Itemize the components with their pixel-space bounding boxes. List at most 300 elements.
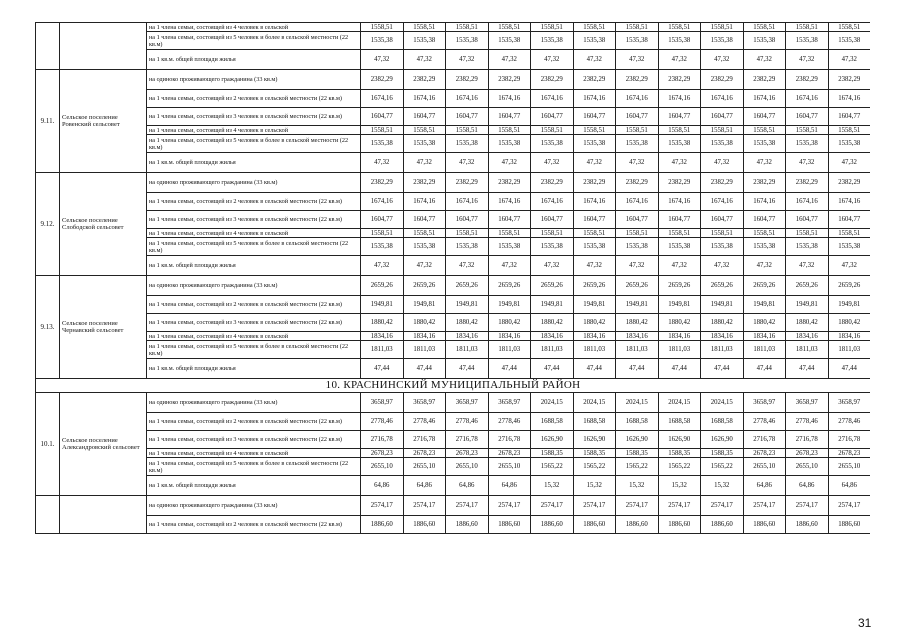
value-cell: 1880,42 xyxy=(403,314,446,332)
row-description: на 1 члена семьи, состоящей из 4 человек в сельской xyxy=(147,229,361,238)
value-cell: 1604,77 xyxy=(488,108,531,126)
value-cell: 64,86 xyxy=(361,476,404,496)
value-cell: 1558,51 xyxy=(786,23,829,32)
table-row xyxy=(36,431,871,449)
value-cell: 2382,29 xyxy=(573,173,616,193)
value-cell: 47,44 xyxy=(488,359,531,379)
value-cell: 2024,15 xyxy=(658,393,701,413)
value-cell: 1811,03 xyxy=(658,341,701,359)
value-cell: 1588,35 xyxy=(531,449,574,458)
value-cell: 1886,60 xyxy=(573,516,616,534)
value-cell: 1811,03 xyxy=(701,341,744,359)
value-cell: 1558,51 xyxy=(531,23,574,32)
table-row xyxy=(36,153,871,173)
value-cell: 1558,51 xyxy=(658,229,701,238)
table-row xyxy=(36,238,871,256)
value-cell: 1626,90 xyxy=(701,431,744,449)
value-cell: 2659,26 xyxy=(828,276,870,296)
value-cell: 47,32 xyxy=(658,50,701,70)
value-cell: 1949,81 xyxy=(446,296,489,314)
value-cell: 1558,51 xyxy=(786,229,829,238)
value-cell: 47,32 xyxy=(531,256,574,276)
value-cell: 47,32 xyxy=(573,153,616,173)
value-cell: 1834,16 xyxy=(446,332,489,341)
value-cell: 1535,38 xyxy=(488,238,531,256)
table-row xyxy=(36,229,871,238)
value-cell: 1604,77 xyxy=(531,108,574,126)
value-cell: 1558,51 xyxy=(403,23,446,32)
value-cell: 1811,03 xyxy=(743,341,786,359)
value-cell: 2024,15 xyxy=(573,393,616,413)
value-cell: 47,32 xyxy=(403,256,446,276)
value-cell: 1674,16 xyxy=(616,193,659,211)
value-cell: 1674,16 xyxy=(743,90,786,108)
value-cell: 1811,03 xyxy=(446,341,489,359)
value-cell: 1886,60 xyxy=(658,516,701,534)
value-cell: 1834,16 xyxy=(488,332,531,341)
row-description: на 1 кв.м. общей площади жилья xyxy=(147,256,361,276)
settlement-name xyxy=(60,23,147,70)
value-cell: 1626,90 xyxy=(658,431,701,449)
row-description: на одиноко проживающего гражданина (33 кв.м) xyxy=(147,393,361,413)
value-cell: 1588,35 xyxy=(701,449,744,458)
tariff-table xyxy=(35,22,870,534)
value-cell: 2574,17 xyxy=(743,496,786,516)
value-cell: 1880,42 xyxy=(701,314,744,332)
row-index: 9.12. xyxy=(36,173,60,276)
value-cell: 1535,38 xyxy=(403,238,446,256)
value-cell: 1688,58 xyxy=(573,413,616,431)
table-row xyxy=(36,296,871,314)
value-cell: 1558,51 xyxy=(573,126,616,135)
value-cell: 1811,03 xyxy=(361,341,404,359)
value-cell: 47,44 xyxy=(701,359,744,379)
value-cell: 2382,29 xyxy=(616,70,659,90)
settlement-name: Сельское поселение Александровский сельсовет xyxy=(60,393,147,496)
settlement-name xyxy=(60,496,147,534)
value-cell: 1811,03 xyxy=(616,341,659,359)
value-cell: 1886,60 xyxy=(361,516,404,534)
value-cell: 2382,29 xyxy=(786,173,829,193)
value-cell: 1535,38 xyxy=(701,238,744,256)
row-index: 9.11. xyxy=(36,70,60,173)
value-cell: 2778,46 xyxy=(743,413,786,431)
value-cell: 1880,42 xyxy=(531,314,574,332)
value-cell: 1558,51 xyxy=(403,229,446,238)
value-cell: 15,32 xyxy=(701,476,744,496)
value-cell: 47,32 xyxy=(616,50,659,70)
value-cell: 1688,58 xyxy=(658,413,701,431)
value-cell: 2574,17 xyxy=(403,496,446,516)
value-cell: 2574,17 xyxy=(701,496,744,516)
value-cell: 2382,29 xyxy=(403,173,446,193)
value-cell: 47,32 xyxy=(446,50,489,70)
value-cell: 2659,26 xyxy=(743,276,786,296)
value-cell: 47,32 xyxy=(701,256,744,276)
row-description: на 1 члена семьи, состоящей из 2 человек в сельской местности (22 кв.м) xyxy=(147,516,361,534)
value-cell: 64,86 xyxy=(446,476,489,496)
settlement-name: Сельское поселение Чернавский сельсовет xyxy=(60,276,147,379)
value-cell: 2382,29 xyxy=(531,70,574,90)
value-cell: 47,32 xyxy=(743,50,786,70)
value-cell: 1604,77 xyxy=(828,211,870,229)
row-description: на 1 члена семьи, состоящей из 2 человек в сельской местности (22 кв.м) xyxy=(147,90,361,108)
value-cell: 47,32 xyxy=(488,50,531,70)
row-description: на одиноко проживающего гражданина (33 кв.м) xyxy=(147,276,361,296)
row-description: на 1 кв.м. общей площади жилья xyxy=(147,476,361,496)
value-cell: 1535,38 xyxy=(616,32,659,50)
value-cell: 1565,22 xyxy=(658,458,701,476)
value-cell: 47,32 xyxy=(658,153,701,173)
value-cell: 1558,51 xyxy=(573,23,616,32)
value-cell: 1626,90 xyxy=(616,431,659,449)
value-cell: 1558,51 xyxy=(786,126,829,135)
value-cell: 1604,77 xyxy=(616,211,659,229)
value-cell: 1674,16 xyxy=(531,193,574,211)
value-cell: 2678,23 xyxy=(488,449,531,458)
value-cell: 2382,29 xyxy=(743,70,786,90)
value-cell: 2655,10 xyxy=(786,458,829,476)
table-row xyxy=(36,332,871,341)
value-cell: 2778,46 xyxy=(786,413,829,431)
value-cell: 1674,16 xyxy=(743,193,786,211)
value-cell: 1604,77 xyxy=(701,211,744,229)
value-cell: 1674,16 xyxy=(488,193,531,211)
row-description: на 1 члена семьи, состоящей из 2 человек в сельской местности (22 кв.м) xyxy=(147,296,361,314)
value-cell: 1880,42 xyxy=(488,314,531,332)
section-header: 10. КРАСНИНСКИЙ МУНИЦИПАЛЬНЫЙ РАЙОН xyxy=(36,379,871,393)
value-cell: 64,86 xyxy=(403,476,446,496)
value-cell: 2778,46 xyxy=(488,413,531,431)
value-cell: 1535,38 xyxy=(786,238,829,256)
value-cell: 1558,51 xyxy=(743,126,786,135)
value-cell: 1674,16 xyxy=(403,90,446,108)
value-cell: 1949,81 xyxy=(658,296,701,314)
value-cell: 1811,03 xyxy=(828,341,870,359)
value-cell: 2382,29 xyxy=(403,70,446,90)
value-cell: 1674,16 xyxy=(573,90,616,108)
row-description: на 1 члена семьи, состоящей из 3 человек в сельской местности (22 кв.м) xyxy=(147,314,361,332)
value-cell: 1834,16 xyxy=(786,332,829,341)
value-cell: 1565,22 xyxy=(531,458,574,476)
value-cell: 2659,26 xyxy=(531,276,574,296)
value-cell: 47,32 xyxy=(361,153,404,173)
value-cell: 1558,51 xyxy=(488,23,531,32)
value-cell: 2382,29 xyxy=(488,173,531,193)
value-cell: 2574,17 xyxy=(531,496,574,516)
table-row xyxy=(36,393,871,413)
value-cell: 1558,51 xyxy=(616,229,659,238)
value-cell: 1565,22 xyxy=(616,458,659,476)
row-description: на 1 кв.м. общей площади жилья xyxy=(147,153,361,173)
row-description: на 1 члена семьи, состоящей из 3 человек в сельской местности (22 кв.м) xyxy=(147,211,361,229)
value-cell: 47,44 xyxy=(531,359,574,379)
value-cell: 2778,46 xyxy=(446,413,489,431)
value-cell: 1604,77 xyxy=(616,108,659,126)
value-cell: 1558,51 xyxy=(446,126,489,135)
value-cell: 1834,16 xyxy=(616,332,659,341)
value-cell: 47,44 xyxy=(573,359,616,379)
value-cell: 1604,77 xyxy=(743,108,786,126)
value-cell: 1674,16 xyxy=(828,193,870,211)
value-cell: 2716,78 xyxy=(361,431,404,449)
value-cell: 47,32 xyxy=(403,153,446,173)
value-cell: 1886,60 xyxy=(828,516,870,534)
value-cell: 2655,10 xyxy=(403,458,446,476)
value-cell: 2678,23 xyxy=(786,449,829,458)
value-cell: 1604,77 xyxy=(403,108,446,126)
value-cell: 2382,29 xyxy=(743,173,786,193)
value-cell: 1674,16 xyxy=(446,90,489,108)
value-cell: 2574,17 xyxy=(828,496,870,516)
value-cell: 2778,46 xyxy=(828,413,870,431)
value-cell: 1811,03 xyxy=(786,341,829,359)
value-cell: 1886,60 xyxy=(743,516,786,534)
value-cell: 47,32 xyxy=(488,153,531,173)
value-cell: 1535,38 xyxy=(488,32,531,50)
value-cell: 1535,38 xyxy=(446,135,489,153)
value-cell: 2655,10 xyxy=(828,458,870,476)
value-cell: 1626,90 xyxy=(573,431,616,449)
value-cell: 1604,77 xyxy=(403,211,446,229)
table-row xyxy=(36,449,871,458)
table-row xyxy=(36,90,871,108)
table-row xyxy=(36,359,871,379)
value-cell: 1535,38 xyxy=(531,135,574,153)
value-cell: 1558,51 xyxy=(488,126,531,135)
value-cell: 1604,77 xyxy=(701,108,744,126)
value-cell: 1535,38 xyxy=(658,238,701,256)
value-cell: 47,32 xyxy=(616,153,659,173)
value-cell: 1604,77 xyxy=(361,108,404,126)
value-cell: 1604,77 xyxy=(446,211,489,229)
table-row xyxy=(36,458,871,476)
value-cell: 1604,77 xyxy=(786,211,829,229)
value-cell: 1834,16 xyxy=(573,332,616,341)
value-cell: 47,32 xyxy=(828,50,870,70)
value-cell: 2382,29 xyxy=(828,173,870,193)
value-cell: 1834,16 xyxy=(743,332,786,341)
row-description: на 1 члена семьи, состоящей из 4 человек в сельской xyxy=(147,332,361,341)
value-cell: 2716,78 xyxy=(488,431,531,449)
table-body xyxy=(36,23,871,534)
value-cell: 1558,51 xyxy=(658,126,701,135)
value-cell: 47,44 xyxy=(743,359,786,379)
value-cell: 1535,38 xyxy=(573,135,616,153)
value-cell: 2659,26 xyxy=(786,276,829,296)
value-cell: 1558,51 xyxy=(701,229,744,238)
value-cell: 1604,77 xyxy=(828,108,870,126)
value-cell: 1674,16 xyxy=(531,90,574,108)
value-cell: 1834,16 xyxy=(531,332,574,341)
value-cell: 1535,38 xyxy=(658,32,701,50)
value-cell: 2382,29 xyxy=(361,70,404,90)
value-cell: 2659,26 xyxy=(361,276,404,296)
value-cell: 2382,29 xyxy=(573,70,616,90)
value-cell: 1949,81 xyxy=(701,296,744,314)
value-cell: 1558,51 xyxy=(573,229,616,238)
settlement-name: Сельское поселение Ровенский сельсовет xyxy=(60,70,147,173)
value-cell: 1949,81 xyxy=(828,296,870,314)
value-cell: 47,32 xyxy=(531,153,574,173)
value-cell: 1535,38 xyxy=(743,135,786,153)
value-cell: 1588,35 xyxy=(616,449,659,458)
value-cell: 1558,51 xyxy=(828,126,870,135)
row-description: на 1 члена семьи, состоящей из 4 человек в сельской xyxy=(147,23,361,32)
value-cell: 1834,16 xyxy=(403,332,446,341)
table-row xyxy=(36,413,871,431)
value-cell: 1949,81 xyxy=(573,296,616,314)
value-cell: 1674,16 xyxy=(786,90,829,108)
row-description: на 1 члена семьи, состоящей из 4 человек в сельской xyxy=(147,126,361,135)
row-description: на 1 члена семьи, состоящей из 2 человек в сельской местности (22 кв.м) xyxy=(147,193,361,211)
value-cell: 1949,81 xyxy=(786,296,829,314)
value-cell: 1558,51 xyxy=(701,23,744,32)
value-cell: 1558,51 xyxy=(743,23,786,32)
value-cell: 1949,81 xyxy=(488,296,531,314)
value-cell: 2659,26 xyxy=(701,276,744,296)
value-cell: 1558,51 xyxy=(616,23,659,32)
value-cell: 1886,60 xyxy=(488,516,531,534)
table-row xyxy=(36,23,871,32)
value-cell: 1535,38 xyxy=(573,238,616,256)
value-cell: 2574,17 xyxy=(786,496,829,516)
value-cell: 47,32 xyxy=(361,256,404,276)
value-cell: 1674,16 xyxy=(361,90,404,108)
value-cell: 2382,29 xyxy=(446,70,489,90)
value-cell: 1604,77 xyxy=(743,211,786,229)
value-cell: 1811,03 xyxy=(488,341,531,359)
row-description: на 1 члена семьи, состоящей из 5 человек и более в сельской местности (22 кв.м) xyxy=(147,341,361,359)
value-cell: 1886,60 xyxy=(446,516,489,534)
value-cell: 1558,51 xyxy=(446,229,489,238)
value-cell: 64,86 xyxy=(488,476,531,496)
value-cell: 1834,16 xyxy=(828,332,870,341)
value-cell: 1880,42 xyxy=(616,314,659,332)
row-description: на одиноко проживающего гражданина (33 кв.м) xyxy=(147,173,361,193)
value-cell: 1949,81 xyxy=(403,296,446,314)
value-cell: 1535,38 xyxy=(786,32,829,50)
value-cell: 3658,97 xyxy=(488,393,531,413)
value-cell: 1674,16 xyxy=(573,193,616,211)
value-cell: 1604,77 xyxy=(531,211,574,229)
value-cell: 1880,42 xyxy=(361,314,404,332)
value-cell: 1880,42 xyxy=(786,314,829,332)
row-index: 10.1. xyxy=(36,393,60,496)
value-cell: 1674,16 xyxy=(701,90,744,108)
value-cell: 3658,97 xyxy=(403,393,446,413)
value-cell: 47,32 xyxy=(403,50,446,70)
row-index xyxy=(36,23,60,70)
value-cell: 1535,38 xyxy=(828,135,870,153)
value-cell: 1880,42 xyxy=(828,314,870,332)
value-cell: 1880,42 xyxy=(658,314,701,332)
table-row xyxy=(36,173,871,193)
value-cell: 1558,51 xyxy=(616,126,659,135)
value-cell: 3658,97 xyxy=(361,393,404,413)
value-cell: 1834,16 xyxy=(701,332,744,341)
value-cell: 1588,35 xyxy=(573,449,616,458)
value-cell: 2716,78 xyxy=(743,431,786,449)
value-cell: 1535,38 xyxy=(743,238,786,256)
value-cell: 47,32 xyxy=(743,256,786,276)
value-cell: 2382,29 xyxy=(701,173,744,193)
value-cell: 1535,38 xyxy=(446,238,489,256)
table-row xyxy=(36,193,871,211)
value-cell: 47,32 xyxy=(531,50,574,70)
row-description: на 1 члена семьи, состоящей из 5 человек и более в сельской местности (22 кв.м) xyxy=(147,458,361,476)
value-cell: 1604,77 xyxy=(446,108,489,126)
value-cell: 1535,38 xyxy=(828,238,870,256)
value-cell: 1535,38 xyxy=(658,135,701,153)
value-cell: 1604,77 xyxy=(488,211,531,229)
value-cell: 1674,16 xyxy=(488,90,531,108)
value-cell: 1558,51 xyxy=(446,23,489,32)
value-cell: 1604,77 xyxy=(658,108,701,126)
table-row xyxy=(36,108,871,126)
value-cell: 47,44 xyxy=(361,359,404,379)
row-description: на 1 члена семьи, состоящей из 5 человек и более в сельской местности (22 кв.м) xyxy=(147,238,361,256)
value-cell: 47,44 xyxy=(786,359,829,379)
value-cell: 1558,51 xyxy=(658,23,701,32)
value-cell: 1886,60 xyxy=(616,516,659,534)
value-cell: 47,32 xyxy=(701,50,744,70)
value-cell: 47,44 xyxy=(658,359,701,379)
value-cell: 47,32 xyxy=(786,50,829,70)
value-cell: 2659,26 xyxy=(616,276,659,296)
value-cell: 1535,38 xyxy=(361,32,404,50)
value-cell: 1558,51 xyxy=(743,229,786,238)
value-cell: 47,32 xyxy=(573,256,616,276)
value-cell: 1558,51 xyxy=(361,23,404,32)
value-cell: 2778,46 xyxy=(361,413,404,431)
value-cell: 1604,77 xyxy=(786,108,829,126)
value-cell: 1674,16 xyxy=(658,90,701,108)
value-cell: 47,32 xyxy=(828,256,870,276)
value-cell: 1535,38 xyxy=(361,238,404,256)
value-cell: 1949,81 xyxy=(743,296,786,314)
value-cell: 2659,26 xyxy=(488,276,531,296)
table-row xyxy=(36,276,871,296)
value-cell: 47,32 xyxy=(786,256,829,276)
value-cell: 1535,38 xyxy=(701,32,744,50)
row-index xyxy=(36,496,60,534)
value-cell: 1535,38 xyxy=(786,135,829,153)
value-cell: 1886,60 xyxy=(403,516,446,534)
value-cell: 1535,38 xyxy=(616,238,659,256)
value-cell: 2659,26 xyxy=(658,276,701,296)
page-number: 31 xyxy=(858,616,872,630)
value-cell: 2382,29 xyxy=(658,70,701,90)
value-cell: 1811,03 xyxy=(403,341,446,359)
value-cell: 1674,16 xyxy=(616,90,659,108)
value-cell: 1535,38 xyxy=(573,32,616,50)
value-cell: 1886,60 xyxy=(786,516,829,534)
value-cell: 1558,51 xyxy=(701,126,744,135)
value-cell: 2382,29 xyxy=(828,70,870,90)
value-cell: 1688,58 xyxy=(701,413,744,431)
value-cell: 47,32 xyxy=(701,153,744,173)
value-cell: 47,32 xyxy=(446,256,489,276)
value-cell: 2382,29 xyxy=(786,70,829,90)
value-cell: 1535,38 xyxy=(446,32,489,50)
value-cell: 2024,15 xyxy=(701,393,744,413)
value-cell: 1535,38 xyxy=(403,32,446,50)
value-cell: 1604,77 xyxy=(573,211,616,229)
row-description: на одиноко проживающего гражданина (33 кв.м) xyxy=(147,70,361,90)
table-row xyxy=(36,516,871,534)
value-cell: 2659,26 xyxy=(403,276,446,296)
